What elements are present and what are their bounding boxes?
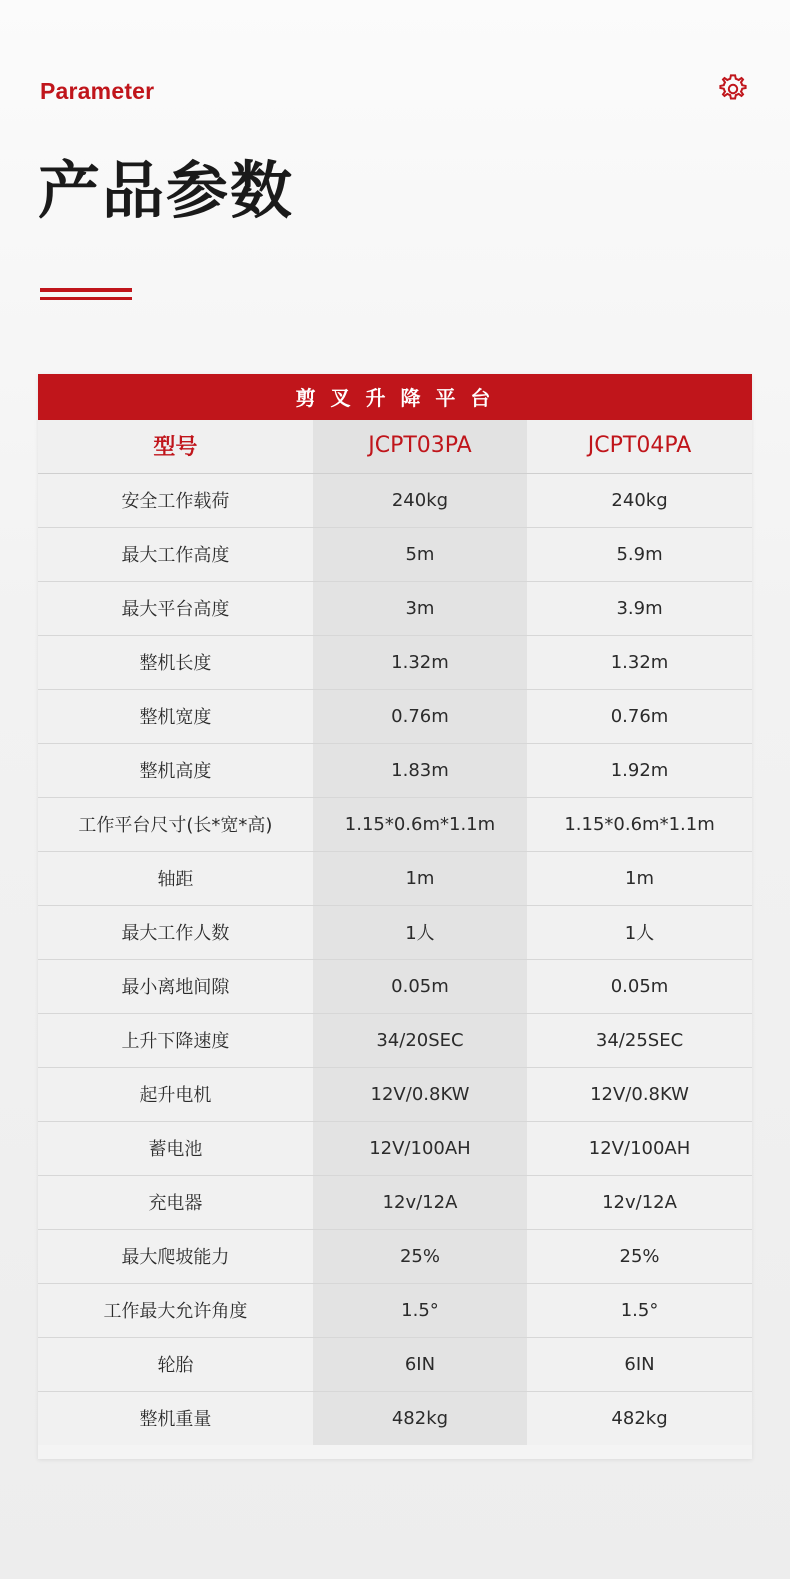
table-row bbox=[38, 798, 752, 852]
table-row bbox=[38, 1068, 752, 1122]
column-header-jcpt04pa: JCPT04PA bbox=[527, 420, 752, 474]
table-row bbox=[38, 474, 752, 528]
row-value-a: 25% bbox=[313, 1230, 527, 1284]
gear-icon bbox=[716, 72, 750, 106]
row-label: 整机高度 bbox=[38, 744, 313, 798]
row-value-b: 1.92m bbox=[527, 744, 752, 798]
row-value-a: 0.05m bbox=[313, 960, 527, 1014]
column-header-jcpt03pa: JCPT03PA bbox=[313, 420, 527, 474]
row-label: 整机重量 bbox=[38, 1392, 313, 1446]
table-header-row bbox=[38, 420, 752, 474]
table-row bbox=[38, 1014, 752, 1068]
table-row bbox=[38, 744, 752, 798]
table-row bbox=[38, 636, 752, 690]
table-row bbox=[38, 1230, 752, 1284]
spec-table-body bbox=[38, 474, 752, 1446]
row-value-a: 482kg bbox=[313, 1392, 527, 1446]
spec-table-container bbox=[38, 374, 752, 1459]
row-value-a: 1.83m bbox=[313, 744, 527, 798]
row-value-a: 6IN bbox=[313, 1338, 527, 1392]
table-row bbox=[38, 690, 752, 744]
row-value-a: 1.15*0.6m*1.1m bbox=[313, 798, 527, 852]
row-value-a: 12v/12A bbox=[313, 1176, 527, 1230]
table-banner-title: 剪 叉 升 降 平 台 bbox=[38, 374, 752, 420]
row-value-a: 1人 bbox=[313, 906, 527, 960]
section-eyebrow: Parameter bbox=[40, 78, 155, 104]
table-row bbox=[38, 1392, 752, 1446]
row-label: 轮胎 bbox=[38, 1338, 313, 1392]
underline-bar-bottom bbox=[40, 297, 132, 300]
row-label: 工作平台尺寸(长*宽*高) bbox=[38, 798, 313, 852]
table-row bbox=[38, 960, 752, 1014]
table-row bbox=[38, 528, 752, 582]
row-value-b: 34/25SEC bbox=[527, 1014, 752, 1068]
row-label: 蓄电池 bbox=[38, 1122, 313, 1176]
row-label: 最大工作高度 bbox=[38, 528, 313, 582]
row-value-b: 1.5° bbox=[527, 1284, 752, 1338]
row-value-a: 240kg bbox=[313, 474, 527, 528]
row-label: 最大工作人数 bbox=[38, 906, 313, 960]
row-value-b: 482kg bbox=[527, 1392, 752, 1446]
row-value-a: 3m bbox=[313, 582, 527, 636]
row-value-a: 12V/0.8KW bbox=[313, 1068, 527, 1122]
table-row bbox=[38, 852, 752, 906]
row-value-b: 1.15*0.6m*1.1m bbox=[527, 798, 752, 852]
row-label: 起升电机 bbox=[38, 1068, 313, 1122]
row-value-a: 34/20SEC bbox=[313, 1014, 527, 1068]
row-label: 整机宽度 bbox=[38, 690, 313, 744]
row-value-b: 1m bbox=[527, 852, 752, 906]
row-label: 整机长度 bbox=[38, 636, 313, 690]
table-row bbox=[38, 1284, 752, 1338]
row-value-a: 0.76m bbox=[313, 690, 527, 744]
table-row bbox=[38, 582, 752, 636]
row-value-b: 12v/12A bbox=[527, 1176, 752, 1230]
row-value-b: 12V/0.8KW bbox=[527, 1068, 752, 1122]
row-value-b: 12V/100AH bbox=[527, 1122, 752, 1176]
page-header bbox=[40, 78, 750, 130]
page-title: 产品参数 bbox=[38, 154, 295, 227]
row-label: 安全工作载荷 bbox=[38, 474, 313, 528]
row-value-b: 5.9m bbox=[527, 528, 752, 582]
row-value-b: 240kg bbox=[527, 474, 752, 528]
underline-bar-top bbox=[40, 288, 132, 292]
table-row bbox=[38, 1122, 752, 1176]
title-underline bbox=[40, 288, 132, 305]
row-value-b: 0.05m bbox=[527, 960, 752, 1014]
row-value-a: 1.5° bbox=[313, 1284, 527, 1338]
row-value-b: 1人 bbox=[527, 906, 752, 960]
table-banner-row bbox=[38, 374, 752, 420]
table-row bbox=[38, 1338, 752, 1392]
row-label: 最小离地间隙 bbox=[38, 960, 313, 1014]
row-value-a: 12V/100AH bbox=[313, 1122, 527, 1176]
row-value-b: 0.76m bbox=[527, 690, 752, 744]
row-label: 上升下降速度 bbox=[38, 1014, 313, 1068]
row-label: 最大爬坡能力 bbox=[38, 1230, 313, 1284]
row-value-b: 6IN bbox=[527, 1338, 752, 1392]
row-value-b: 3.9m bbox=[527, 582, 752, 636]
row-label: 最大平台高度 bbox=[38, 582, 313, 636]
column-header-model: 型号 bbox=[38, 420, 313, 474]
spec-table bbox=[38, 374, 752, 1445]
table-row bbox=[38, 906, 752, 960]
table-footer-spacer bbox=[38, 1445, 752, 1459]
table-row bbox=[38, 1176, 752, 1230]
row-label: 工作最大允许角度 bbox=[38, 1284, 313, 1338]
row-label: 充电器 bbox=[38, 1176, 313, 1230]
row-label: 轴距 bbox=[38, 852, 313, 906]
row-value-a: 1.32m bbox=[313, 636, 527, 690]
row-value-a: 1m bbox=[313, 852, 527, 906]
row-value-a: 5m bbox=[313, 528, 527, 582]
row-value-b: 1.32m bbox=[527, 636, 752, 690]
row-value-b: 25% bbox=[527, 1230, 752, 1284]
